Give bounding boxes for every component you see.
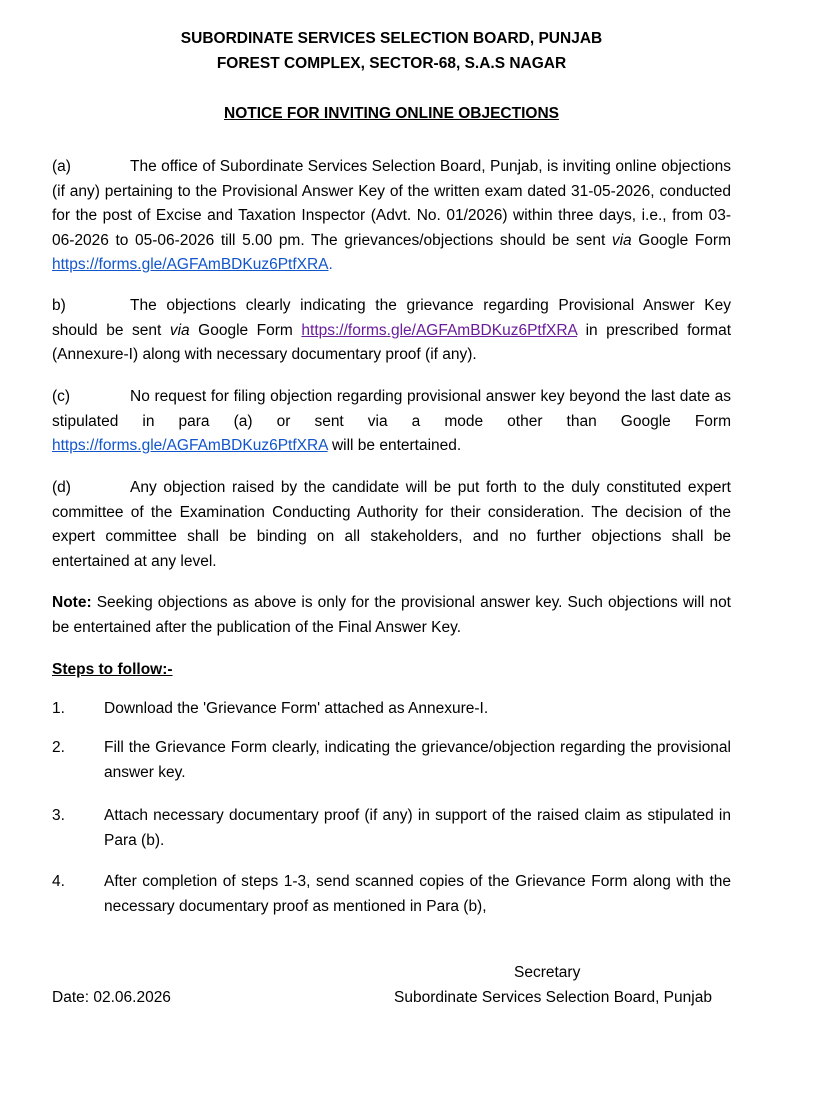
note-paragraph [52,591,731,640]
paragraph-b-via: via [169,321,190,339]
paragraph-d-label: (d) [52,479,71,496]
paragraph-b-after-via: Google Form [189,321,302,339]
step-1-text: Download the 'Grievance Form' attached as Annexure-I. [104,700,489,717]
step-3 [52,804,731,853]
step-1-number: 1. [52,700,65,717]
paragraph-b-text: The objections clearly indicating the grievance regarding Provisional Answer Key should be sent [52,297,731,339]
paragraph-b-label: b) [52,297,66,314]
step-4-number: 4. [52,873,65,890]
step-4-text: After completion of steps 1-3, send scanned copies of the Grievance Form along with the necessary documentary proof as mentioned in Para (b), [104,873,731,915]
notice-date: Date: 02.06.2026 [52,989,171,1006]
paragraph-b-end: in prescribed format (Annexure-I) along with necessary documentary proof (if any). [52,321,732,363]
paragraph-a-text: The office of Subordinate Services Selection Board, Punjab, is inviting online objections (if any) pertaining to the Provisional Answer Key of the written exam dated 31-05-2026, conducted for the post of Excise and Taxation Inspector (Advt. No. 01/2026) within three days, i.e., from 03-06-2026 to 05-06-2026 till 5.00 pm. The grievances/objections should be sent [52,158,731,249]
paragraph-a-label: (a) [52,158,71,175]
notice-title: NOTICE FOR INVITING ONLINE OBJECTIONS [224,105,559,122]
paragraph-c-label: (c) [52,388,71,405]
paragraph-b [52,294,731,368]
step-4 [52,870,731,919]
paragraph-d [52,476,731,574]
step-2-text: Fill the Grievance Form clearly, indicating the grievance/objection regarding the provisional answer key. [104,739,731,781]
signatory-title: Secretary [514,964,581,981]
google-form-link-c[interactable]: https://forms.gle/AGFAmBDKuz6PtfXRA [52,437,328,454]
step-2 [52,736,731,785]
board-name-heading: SUBORDINATE SERVICES SELECTION BOARD, PUNJAB [180,30,603,47]
paragraph-c [52,385,731,459]
board-address-heading: FOREST COMPLEX, SECTOR-68, S.A.S NAGAR [216,55,567,72]
paragraph-d-text: Any objection raised by the candidate will be put forth to the duly constituted expert committee of the Examination Conducting Authority for their consideration. The decision of the expert committee shall be binding on all stakeholders, and no further objections shall be entertained at any level. [52,479,731,570]
google-form-link-a[interactable]: https://forms.gle/AGFAmBDKuz6PtfXRA [52,256,329,273]
signatory-organization: Subordinate Services Selection Board, Punjab [394,989,712,1006]
step-2-number: 2. [52,739,65,756]
google-form-link-b[interactable]: https://forms.gle/AGFAmBDKuz6PtfXRA [301,321,578,339]
step-1 [52,697,731,722]
paragraph-c-text: No request for filing objection regarding provisional answer key beyond the last date as stipulated in para (a) or sent via a mode other than Google Form [52,388,731,430]
steps-title: Steps to follow:- [52,661,173,678]
paragraph-a [52,155,731,278]
step-3-number: 3. [52,807,65,824]
note-label: Note: [52,594,92,611]
paragraph-c-end: will be entertained. [327,437,462,454]
note-text: Seeking objections as above is only for the provisional answer key. Such objections will not be entertained after the publication of the Final Answer Key. [52,594,731,636]
paragraph-a-via: via [611,231,632,249]
step-3-text: Attach necessary documentary proof (if any) in support of the raised claim as stipulated in Para (b). [104,807,731,849]
paragraph-a-after-via: Google Form [631,231,731,249]
paragraph-a-end: . [328,256,333,273]
